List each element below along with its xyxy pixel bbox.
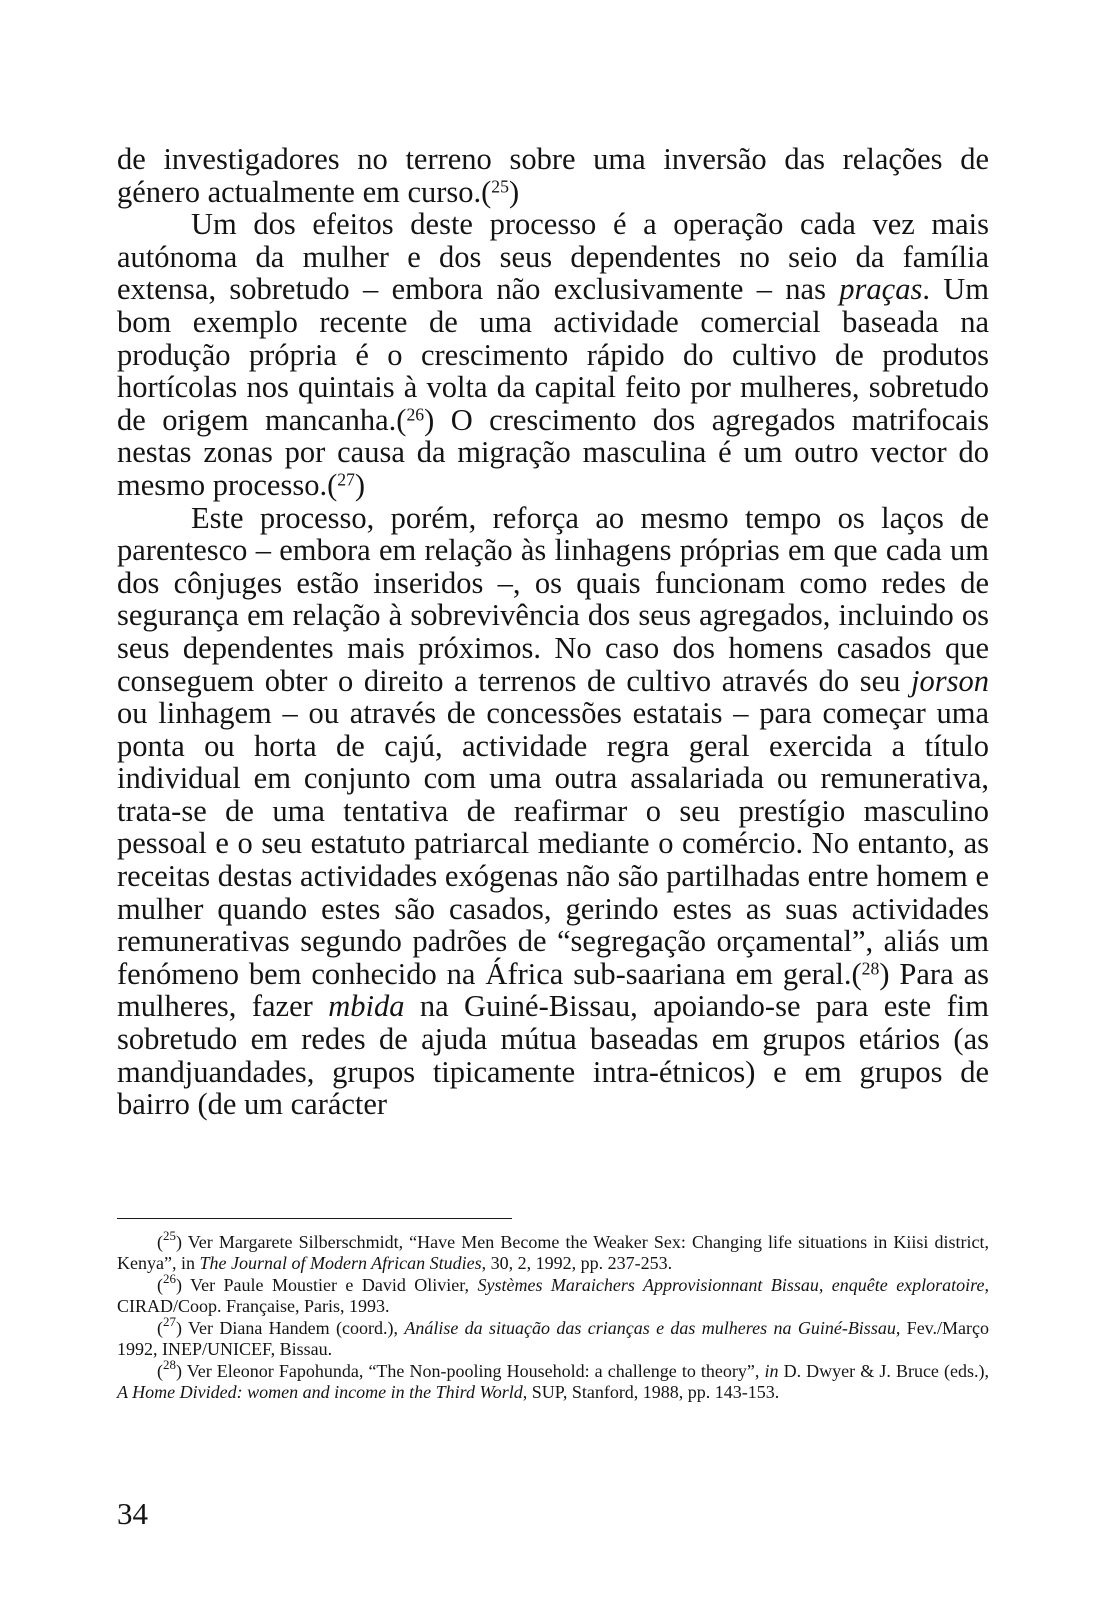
footnote-number: 25: [163, 1228, 176, 1244]
footnote-25: ($^{25}$) Ver Margarete Silberschmidt, “Have Men Become the Weaker Sex: Changing life situations in Kiisi district, Kenya”, in The Journal of Modern African Studies, 30, 2, 1992, pp. 237-253.: [117, 1228, 989, 1273]
paragraph-text: ou linhagem – ou através de concessões estatais – para começar uma ponta ou horta de cajú, actividade regra geral exercida a título individual em conjunto com uma outra assalariada ou remunerativa, trata-se de uma tentativa de reafirmar o seu prestígio masculino pessoal e o seu estatuto patriarcal mediante o comércio. No entanto, as receitas destas actividades exógenas não são partilhadas entre homem e mulher quando estes são casados, gerindo estes as suas actividades remunerativas segundo padrões de “segregação orçamental”, aliás um fenómeno bem conhecido na África sub-saariana em geral.(: [117, 696, 989, 991]
page-number: 34: [117, 1496, 148, 1531]
footnote-italic-in: in: [764, 1361, 779, 1381]
footnote-text: Ver Margarete Silberschmidt, “Have Men Become the Weaker Sex: Changing life situations in Kiisi district, Kenya”, in: [117, 1232, 989, 1273]
footnote-title: Análise da situação das crianças e das mulheres na Guiné-Bissau: [404, 1318, 896, 1338]
footnote-text: Ver Diana Handem (coord.),: [181, 1318, 405, 1338]
paragraph-text: ): [508, 174, 520, 209]
italic-term-jorson: jorson: [911, 663, 989, 698]
paragraph-text: ) Para as mulheres, fazer: [117, 956, 989, 1024]
footnote-divider: [117, 1218, 512, 1219]
paragraph-text: de investigadores no terreno sobre uma inversão das relações de género actualmente em curso.(: [117, 142, 989, 209]
footnote-text: , Fev./Março 1992, INEP/UNICEF, Bissau.: [117, 1318, 989, 1359]
paragraph-text: Um dos efeitos deste processo é a operação cada vez mais autónoma da mulher e dos seus dependentes no seio da família extensa, sobretudo – embora não exclusivamente – nas: [117, 207, 989, 307]
paragraph-text: . Um bom exemplo recente de uma actividade comercial baseada na produção própria é o crescimento rápido do cultivo de produtos hortícolas nos quintais à volta da capital feito por mulheres, sobretudo de origem mancanha.(: [117, 272, 990, 437]
paragraph-text: ): [354, 467, 366, 502]
footnotes: [117, 1228, 990, 1404]
paragraph-text: Este processo, porém, reforça ao mesmo tempo os laços de parentesco – embora em relação às linhagens próprias em que cada um dos cônjuges estão inseridos –, os quais funcionam como redes de segurança em relação à sobrevivência dos seus agregados, incluindo os seus dependentes mais próximos. No caso dos homens casados que conseguem obter o direito a terrenos de cultivo através do seu: [117, 500, 989, 698]
footnote-text: Ver Eleonor Fapohunda, “The Non-pooling Household: a challenge to theory”,: [181, 1361, 765, 1381]
paragraph-text: ) O crescimento dos agregados matrifocais nestas zonas por causa da migração masculina é um outro vector do mesmo processo.(: [117, 402, 989, 502]
footnote-text: , SUP, Stanford, 1988, pp. 143-153.: [522, 1381, 780, 1402]
footnote-ref-25[interactable]: 25: [491, 175, 509, 196]
italic-term-pracas: praças: [839, 272, 923, 307]
footnote-number: 27: [163, 1314, 176, 1330]
paragraph-2: [117, 208, 989, 501]
paragraph-1: [117, 143, 989, 208]
italic-term-mbida: mbida: [328, 989, 405, 1024]
footnote-28: ($^{28}$) Ver Eleonor Fapohunda, “The Non-pooling Household: a challenge to theory”, in D. Dwyer & J. Bruce (eds.), A Home Divided: women and income in the Third World, SUP, Stanford, 1988, pp. 143-153.: [117, 1357, 989, 1402]
footnote-number: 26: [163, 1271, 176, 1287]
paragraph-text: na Guiné-Bissau, apoiando-se para este fim sobretudo em redes de ajuda mútua baseadas em grupos etários (as mandjuandades, grupos tipicamente intra-étnicos) e em grupos de bairro (de um carácter: [117, 989, 989, 1122]
footnote-text: Ver Paule Moustier e David Olivier,: [181, 1275, 478, 1295]
body-text: [117, 143, 989, 1121]
footnote-number: 28: [163, 1357, 176, 1373]
footnote-text: , CIRAD/Coop. Française, Paris, 1993.: [117, 1275, 990, 1316]
footnote-text: , 30, 2, 1992, pp. 237-253.: [481, 1252, 673, 1273]
footnote-title: The Journal of Modern African Studies: [199, 1252, 482, 1273]
footnote-title: A Home Divided: women and income in the Third World: [117, 1381, 523, 1402]
footnote-ref-26[interactable]: 26: [406, 404, 425, 425]
footnote-26: ($^{26}$) Ver Paule Moustier e David Olivier, Systèmes Maraichers Approvisionnant Bissau, enquête exploratoire, CIRAD/Coop. Française, Paris, 1993.: [117, 1271, 990, 1316]
footnote-text: D. Dwyer & J. Bruce (eds.),: [778, 1361, 989, 1381]
footnote-ref-28[interactable]: 28: [861, 958, 880, 979]
footnote-title: Systèmes Maraichers Approvisionnant Bissau, enquête exploratoire: [477, 1275, 985, 1295]
footnote-ref-27[interactable]: 27: [337, 469, 355, 490]
paragraph-3: [117, 502, 989, 1121]
main-text-column: [117, 143, 989, 1121]
footnote-27: ($^{27}$) Ver Diana Handem (coord.), Análise da situação das crianças e das mulheres na Guiné-Bissau, Fev./Março 1992, INEP/UNICEF, Bissau.: [117, 1314, 989, 1359]
